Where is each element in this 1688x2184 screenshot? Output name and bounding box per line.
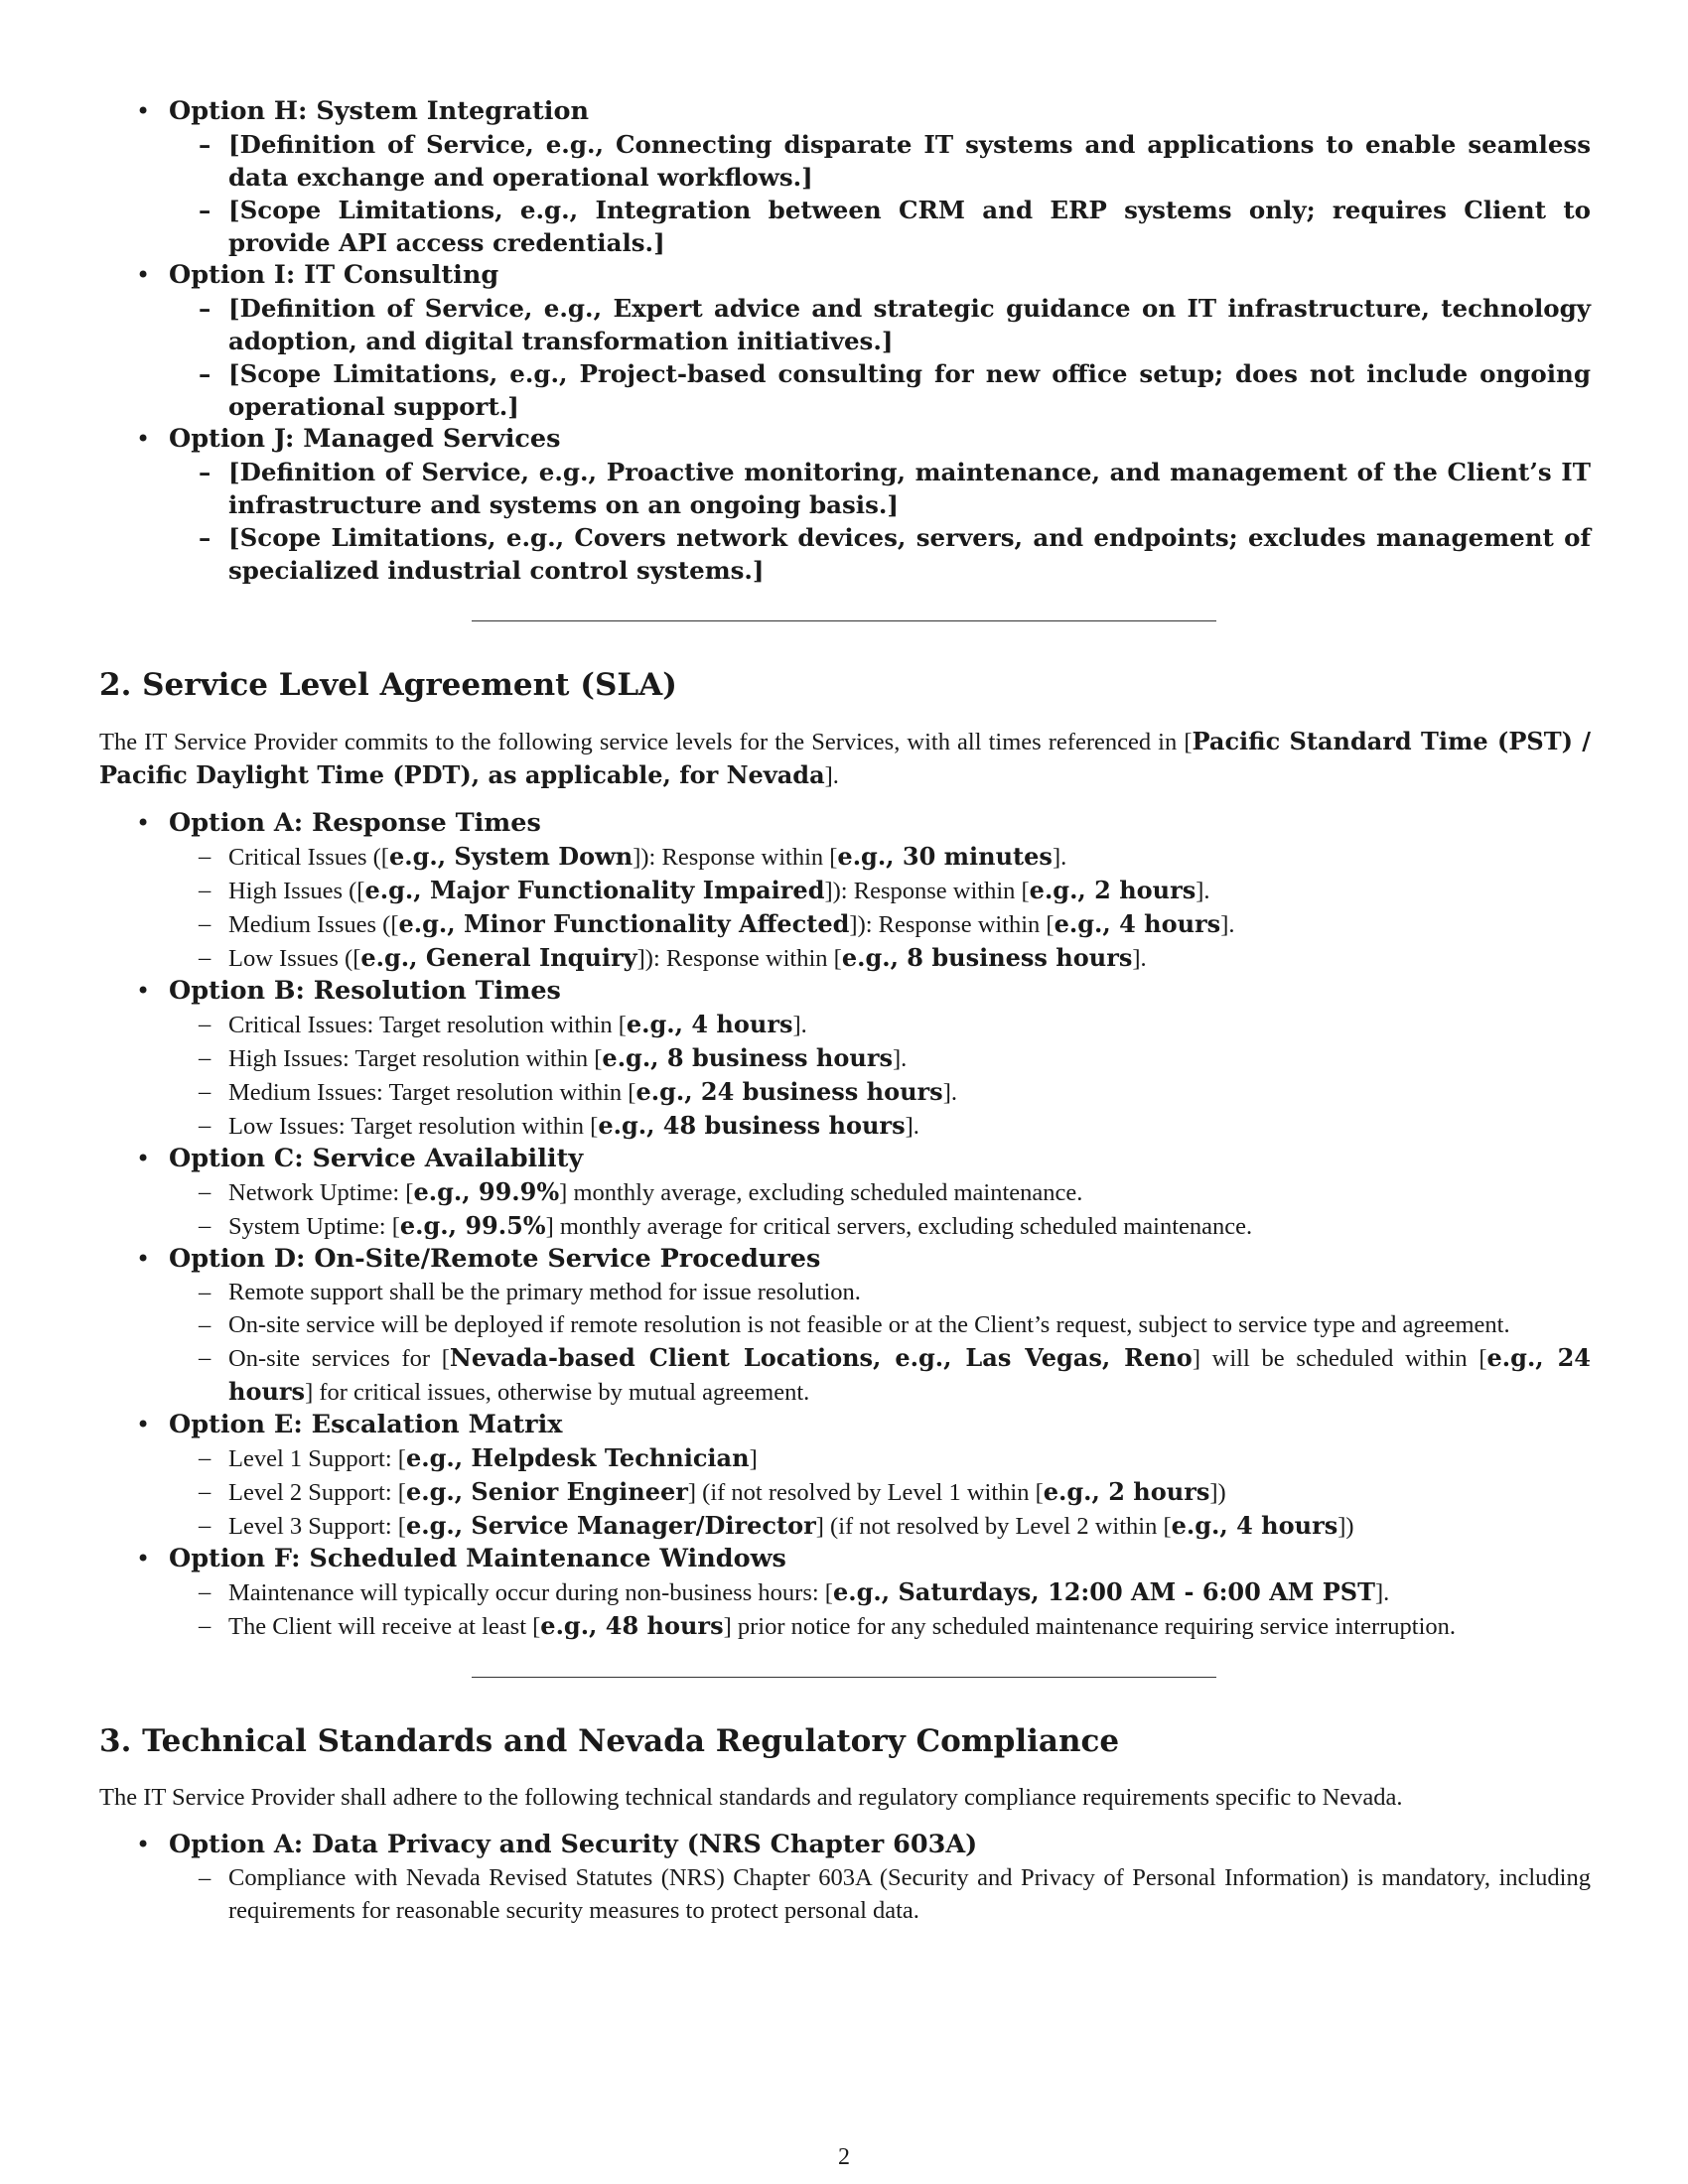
list-item: – Compliance with Nevada Revised Statutes (NRS) Chapter 603A (Security and Privacy of Personal Information) is mandatory, including requirements for reasonable security measures to protect personal data. — [99, 1861, 1591, 1927]
option-i — [99, 259, 1591, 423]
list-item: – Maintenance will typically occur during non-business hours: [e.g., Saturdays, 12:00 AM - 6:00 AM PST]. — [99, 1575, 1591, 1609]
option-h — [99, 95, 1591, 259]
list-item: – High Issues ([e.g., Major Functionality Impaired]): Response within [e.g., 2 hours]. — [99, 874, 1591, 907]
page-number: 2 — [838, 2144, 850, 2170]
sla-options-list — [99, 807, 1591, 1643]
section-divider — [472, 620, 1216, 621]
option-title: • Option E: Escalation Matrix — [99, 1409, 1591, 1441]
list-item: – Network Uptime: [e.g., 99.9%] monthly average, excluding scheduled maintenance. — [99, 1175, 1591, 1209]
scope-item: – [Scope Limitations, e.g., Project-based consulting for new office setup; does not include ongoing operational support.] — [99, 357, 1591, 423]
option-a-data-privacy — [99, 1829, 1591, 1927]
list-item: – Medium Issues ([e.g., Minor Functionality Affected]): Response within [e.g., 4 hours]. — [99, 907, 1591, 941]
option-title: • Option C: Service Availability — [99, 1143, 1591, 1175]
option-d-onsite-remote — [99, 1243, 1591, 1409]
list-item: – Level 1 Support: [e.g., Helpdesk Technician] — [99, 1441, 1591, 1475]
list-item: – Low Issues: Target resolution within [e.g., 48 business hours]. — [99, 1109, 1591, 1143]
list-item: – On-site services for [Nevada-based Client Locations, e.g., Las Vegas, Reno] will be scheduled within [e.g., 24 hours] for critical issues, otherwise by mutual agreement. — [99, 1341, 1591, 1409]
list-item: – Critical Issues ([e.g., System Down]): Response within [e.g., 30 minutes]. — [99, 840, 1591, 874]
option-title: • Option I: IT Consulting — [99, 259, 1591, 292]
section-sla — [99, 665, 1591, 1643]
section-heading: 2. Service Level Agreement (SLA) — [99, 667, 677, 703]
option-b-resolution-times — [99, 975, 1591, 1143]
option-title: • Option H: System Integration — [99, 95, 1591, 128]
scope-item: – [Scope Limitations, e.g., Integration between CRM and ERP systems only; requires Client to provide API access credentials.] — [99, 194, 1591, 259]
definition-item: – [Definition of Service, e.g., Expert advice and strategic guidance on IT infrastructure, technology adoption, and digital transformation initiatives.] — [99, 292, 1591, 357]
option-title: • Option D: On-Site/Remote Service Procedures — [99, 1243, 1591, 1276]
section-divider — [472, 1677, 1216, 1678]
list-item: – Level 3 Support: [e.g., Service Manager/Director] (if not resolved by Level 2 within [e.g., 4 hours]) — [99, 1509, 1591, 1543]
option-f-maintenance-windows — [99, 1543, 1591, 1643]
option-title: • Option F: Scheduled Maintenance Windows — [99, 1543, 1591, 1575]
list-item: – Remote support shall be the primary method for issue resolution. — [99, 1276, 1591, 1308]
section-intro: The IT Service Provider shall adhere to the following technical standards and regulatory compliance requirements specific to Nevada. — [99, 1784, 1403, 1811]
list-item: – Level 2 Support: [e.g., Senior Engineer] (if not resolved by Level 1 within [e.g., 2 hours]) — [99, 1475, 1591, 1509]
option-j — [99, 423, 1591, 587]
option-title: • Option A: Data Privacy and Security (NRS Chapter 603A) — [99, 1829, 1591, 1861]
list-item: – On-site service will be deployed if remote resolution is not feasible or at the Client’s request, subject to service type and agreement. — [99, 1308, 1591, 1341]
list-item: – Medium Issues: Target resolution within [e.g., 24 business hours]. — [99, 1075, 1591, 1109]
list-item: – System Uptime: [e.g., 99.5%] monthly average for critical servers, excluding scheduled maintenance. — [99, 1209, 1591, 1243]
scope-item: – [Scope Limitations, e.g., Covers network devices, servers, and endpoints; excludes management of specialized industrial control systems.] — [99, 521, 1591, 587]
option-title: • Option A: Response Times — [99, 807, 1591, 840]
section-heading: 3. Technical Standards and Nevada Regulatory Compliance — [99, 1723, 1120, 1759]
list-item: – Low Issues ([e.g., General Inquiry]): Response within [e.g., 8 business hours]. — [99, 941, 1591, 975]
list-item: – The Client will receive at least [e.g., 48 hours] prior notice for any scheduled maintenance requiring service interruption. — [99, 1609, 1591, 1643]
list-item: – Critical Issues: Target resolution within [e.g., 4 hours]. — [99, 1008, 1591, 1041]
compliance-options-list — [99, 1829, 1591, 1927]
document-page — [99, 95, 1591, 1927]
list-item: – High Issues: Target resolution within [e.g., 8 business hours]. — [99, 1041, 1591, 1075]
section-intro: The IT Service Provider commits to the following service levels for the Services, with all times referenced in [Pacific Standard Time (PST) / Pacific Daylight Time (PDT), as applicable, for Nevada]. — [99, 727, 1591, 789]
option-title: • Option J: Managed Services — [99, 423, 1591, 456]
definition-item: – [Definition of Service, e.g., Connecting disparate IT systems and applications to enable seamless data exchange and operational workflows.] — [99, 128, 1591, 194]
option-a-response-times — [99, 807, 1591, 975]
option-title: • Option B: Resolution Times — [99, 975, 1591, 1008]
service-options-list — [99, 95, 1591, 587]
option-e-escalation-matrix — [99, 1409, 1591, 1543]
option-c-service-availability — [99, 1143, 1591, 1243]
section-technical-standards — [99, 1721, 1591, 1927]
definition-item: – [Definition of Service, e.g., Proactive monitoring, maintenance, and management of the Client’s IT infrastructure and systems on an ongoing basis.] — [99, 456, 1591, 521]
